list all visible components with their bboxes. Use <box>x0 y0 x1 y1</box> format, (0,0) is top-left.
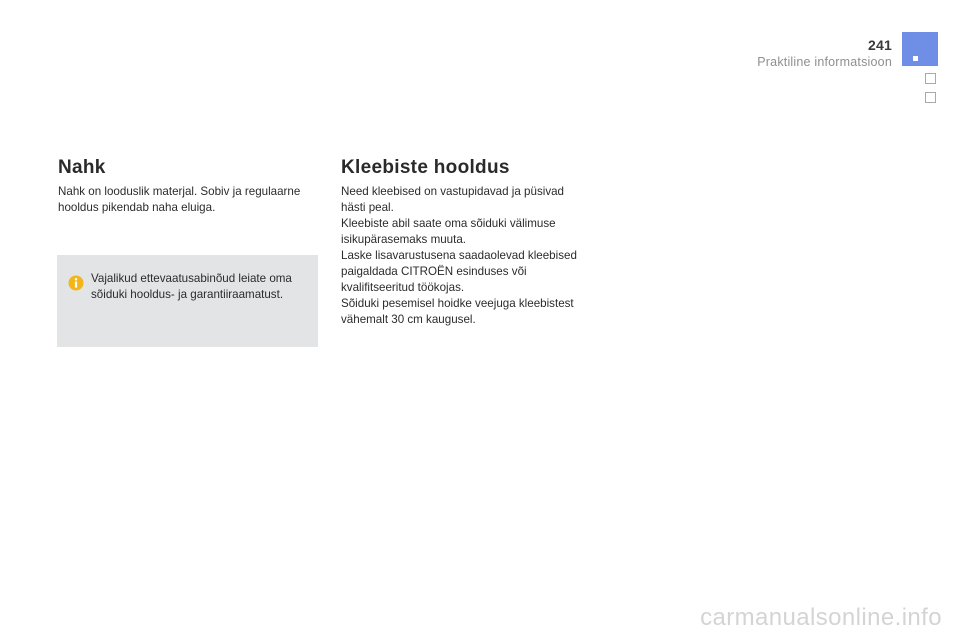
chapter-tab <box>902 32 938 66</box>
heading-nahk: Nahk <box>58 157 106 178</box>
paragraph-nahk: Nahk on looduslik materjal. Sobiv ja regulaarne hooldus pikendab naha eluiga. <box>58 185 301 214</box>
heading-kleebiste-hooldus: Kleebiste hooldus <box>341 157 510 178</box>
info-text: Vajalikud ettevaatusabinõud leiate oma sõiduki hooldus- ja garantiiraamatust. <box>91 272 292 301</box>
chapter-tab-empty-1 <box>925 73 936 84</box>
info-icon <box>68 275 84 291</box>
info-icon-stem <box>75 282 77 288</box>
chapter-tab-marker <box>913 56 918 61</box>
info-icon-dot <box>75 278 78 281</box>
paragraph-kleebised-4: Sõiduki pesemisel hoidke veejuga kleebistest vähemalt 30 cm kaugusel. <box>341 297 574 326</box>
section-title: Praktiline informatsioon <box>757 55 892 69</box>
watermark: carmanualsonline.info <box>700 604 942 631</box>
page-number: 241 <box>868 37 892 53</box>
info-box <box>57 255 318 347</box>
chapter-tab-empty-2 <box>925 92 936 103</box>
paragraph-kleebised-1: Need kleebised on vastupidavad ja püsivad hästi peal. <box>341 185 565 214</box>
paragraph-kleebised-2: Kleebiste abil saate oma sõiduki välimuse isikupärasemaks muuta. <box>341 217 556 246</box>
paragraph-kleebised-3: Laske lisavarustusena saadaolevad kleebised paigaldada CITROËN esinduses või kvalifitseeritud töökojas. <box>341 249 577 294</box>
